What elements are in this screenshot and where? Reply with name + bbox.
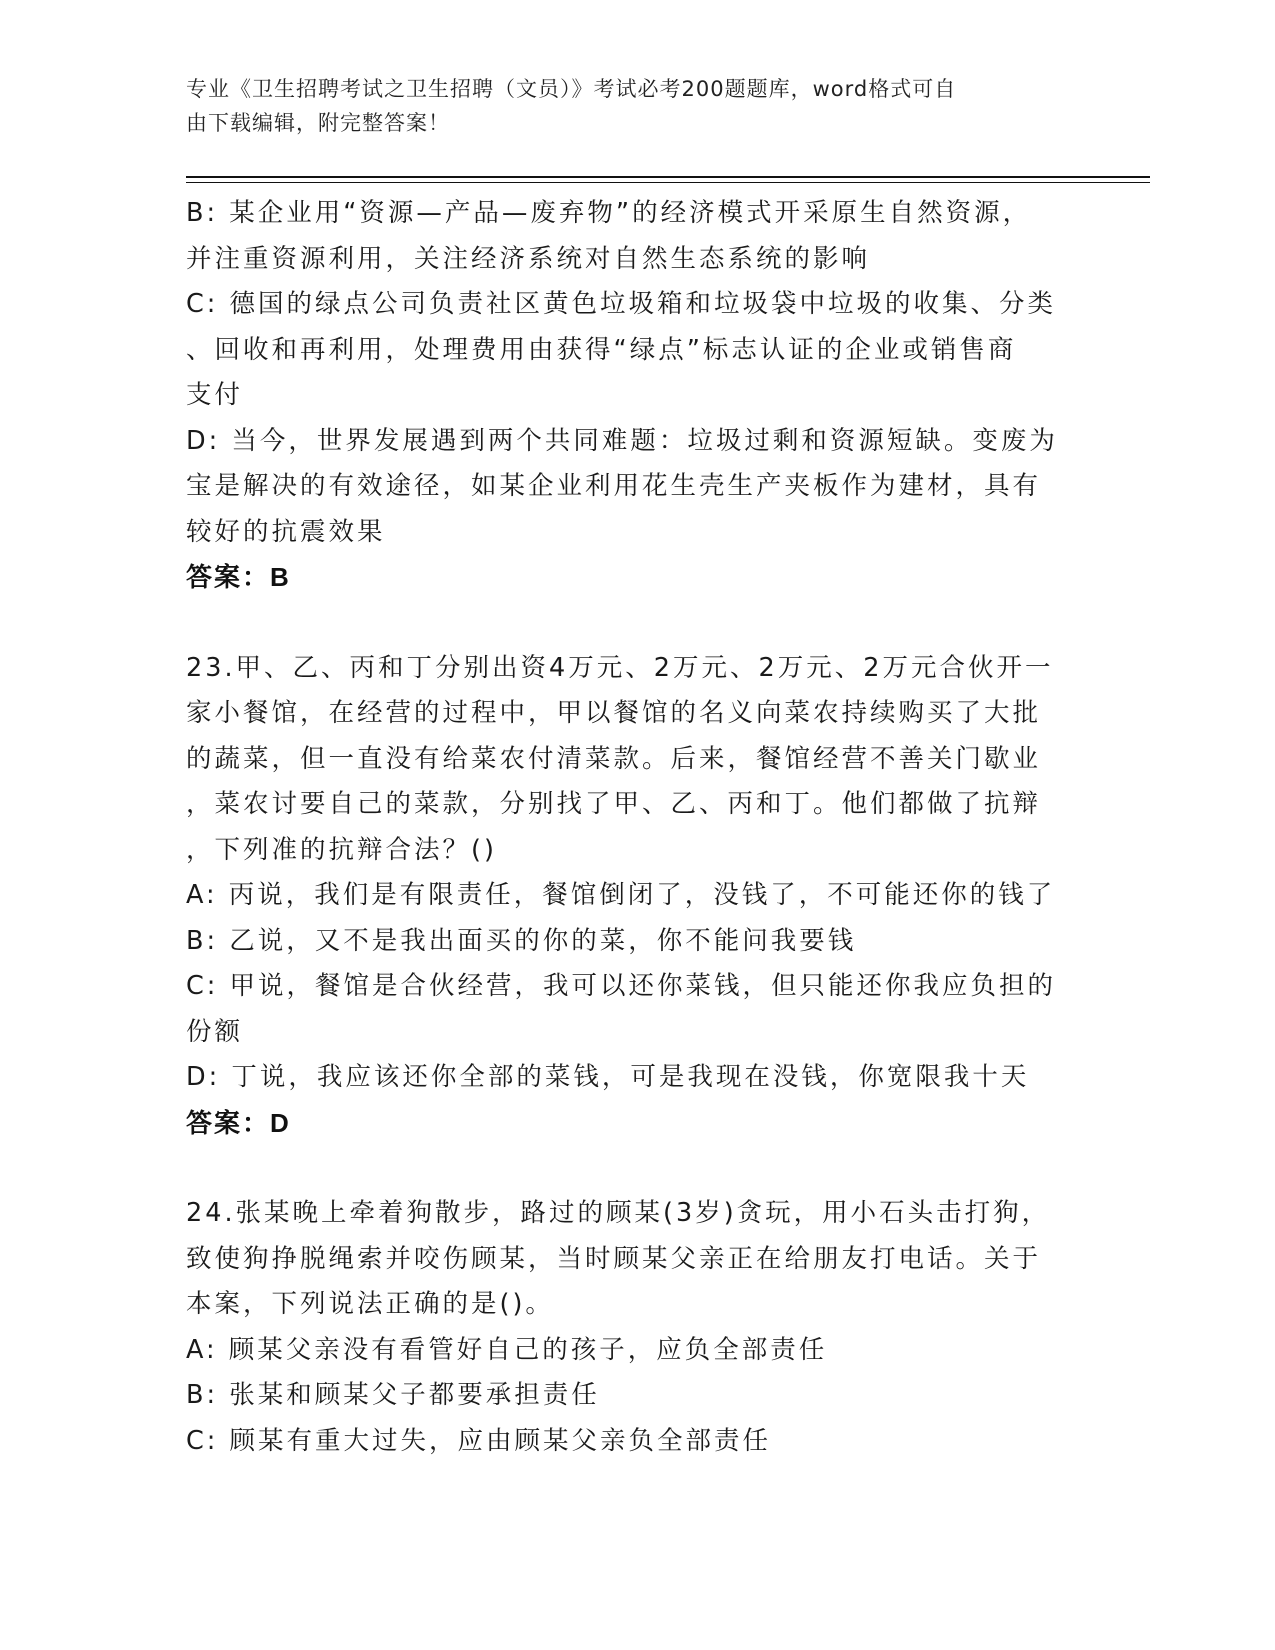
option-b-line: B: 某企业用“资源—产品—废弃物”的经济模式开采原生自然资源， xyxy=(186,198,1032,228)
option-d-line: 宝是解决的有效途径，如某企业利用花生壳生产夹板作为建材，具有 xyxy=(186,471,1042,501)
option-c-line: 份额 xyxy=(186,1016,244,1047)
question-stem-line: 23.甲、乙、丙和丁分别出资4万元、2万元、2万元、2万元合伙开一 xyxy=(186,652,1054,683)
header-divider-thick xyxy=(186,176,1150,178)
option-b-line: B: 张某和顾某父子都要承担责任 xyxy=(186,1380,600,1410)
option-c-line: C: 顾某有重大过失，应由顾某父亲负全部责任 xyxy=(186,1425,772,1456)
question-block-22 xyxy=(186,191,1086,601)
option-b-line: 并注重资源利用，关注经济系统对自然生态系统的影响 xyxy=(186,243,871,274)
question-stem-line: 的蔬菜，但一直没有给菜农付清菜款。后来，餐馆经营不善关门歇业 xyxy=(186,743,1042,774)
spacer xyxy=(186,601,1086,646)
question-stem-line: ，菜农讨要自己的菜款，分别找了甲、乙、丙和丁。他们都做了抗辩 xyxy=(186,789,1042,819)
question-stem-line: ，下列准的抗辩合法？() xyxy=(186,834,497,865)
header-line-1: 专业《卫生招聘考试之卫生招聘（文员）》考试必考200题题库，word格式可自 xyxy=(186,77,957,101)
header-line-2: 由下载编辑，附完整答案！ xyxy=(186,111,450,135)
option-d-line: D: 当今，世界发展遇到两个共同难题：垃圾过剩和资源短缺。变废为 xyxy=(186,425,1058,456)
question-stem-line: 家小餐馆，在经营的过程中，甲以餐馆的名义向菜农持续购买了大批 xyxy=(186,698,1042,728)
spacer xyxy=(186,1146,1086,1191)
option-c-line: 支付 xyxy=(186,380,244,410)
option-d-line: D: 丁说，我应该还你全部的菜钱，可是我现在没钱，你宽限我十天 xyxy=(186,1062,1030,1092)
question-block-23 xyxy=(186,646,1086,1147)
header-divider-thin xyxy=(186,182,1150,183)
option-b-line: B: 乙说，又不是我出面买的你的菜，你不能问我要钱 xyxy=(186,925,857,956)
question-block-24 xyxy=(186,1191,1086,1464)
answer-label: 答案：B xyxy=(186,562,291,592)
answer-label: 答案：D xyxy=(186,1107,291,1138)
question-stem-line: 本案，下列说法正确的是()。 xyxy=(186,1289,554,1319)
option-c-line: C: 甲说，餐馆是合伙经营，我可以还你菜钱，但只能还你我应负担的 xyxy=(186,971,1057,1001)
option-c-line: C: 德国的绿点公司负责社区黄色垃圾箱和垃圾袋中垃圾的收集、分类 xyxy=(186,289,1057,319)
option-a-line: A: 顾某父亲没有看管好自己的孩子，应负全部责任 xyxy=(186,1334,828,1365)
question-content xyxy=(186,191,1086,1464)
option-a-line: A: 丙说，我们是有限责任，餐馆倒闭了，没钱了，不可能还你的钱了 xyxy=(186,880,1056,910)
document-header xyxy=(186,72,1066,140)
option-c-line: 、回收和再利用，处理费用由获得“绿点”标志认证的企业或销售商 xyxy=(186,334,1017,365)
question-stem-line: 24.张某晚上牵着狗散步，路过的顾某(3岁)贪玩，用小石头击打狗， xyxy=(186,1198,1051,1228)
option-d-line: 较好的抗震效果 xyxy=(186,516,386,547)
question-stem-line: 致使狗挣脱绳索并咬伤顾某，当时顾某父亲正在给朋友打电话。关于 xyxy=(186,1243,1042,1274)
